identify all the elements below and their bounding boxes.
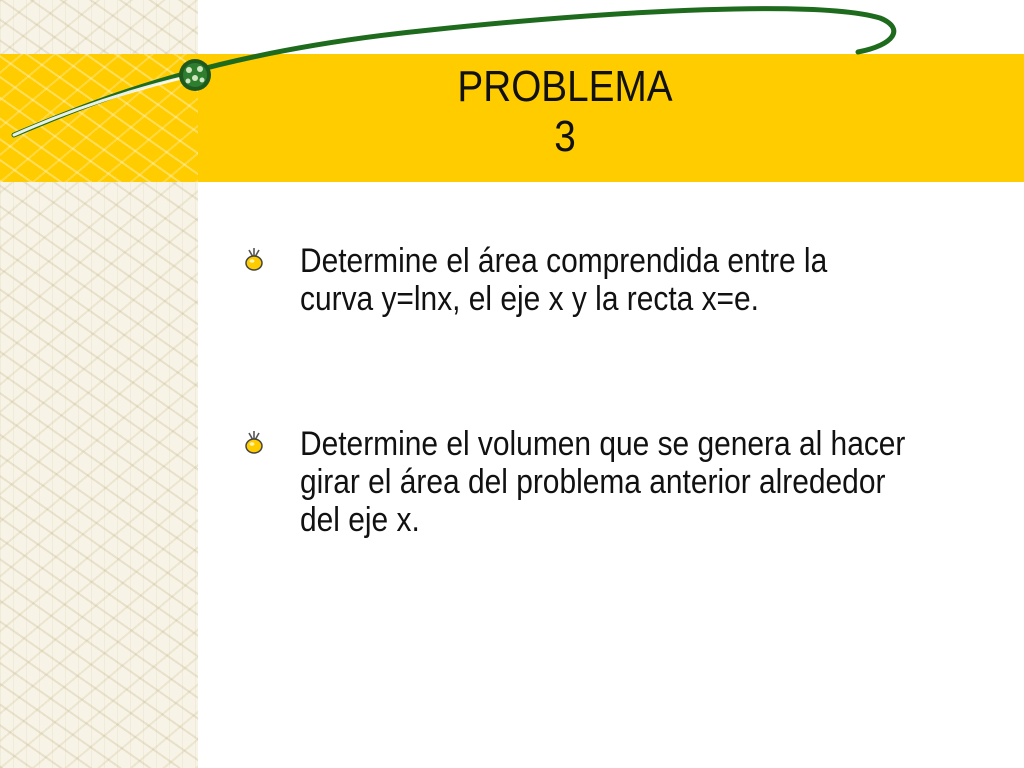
bullet-line: Determine el área comprendida entre la [300,242,828,280]
bullet-text [300,425,916,539]
slide-title [367,62,763,162]
title-line-1: PROBLEMA [457,62,673,111]
bullet-line: curva y=lnx, el eje x y la recta x=e. [300,280,759,318]
title-line-2: 3 [554,112,576,161]
green-orb-icon [179,59,211,91]
bug-bullet-icon [240,246,268,274]
bullet-line: girar el área del problema anterior alrededor [300,463,886,501]
bullet-text [300,242,916,318]
bullet-line: del eje x. [300,501,420,539]
bug-bullet-icon [240,429,268,457]
bullet-line: Determine el volumen que se genera al hacer [300,425,906,463]
